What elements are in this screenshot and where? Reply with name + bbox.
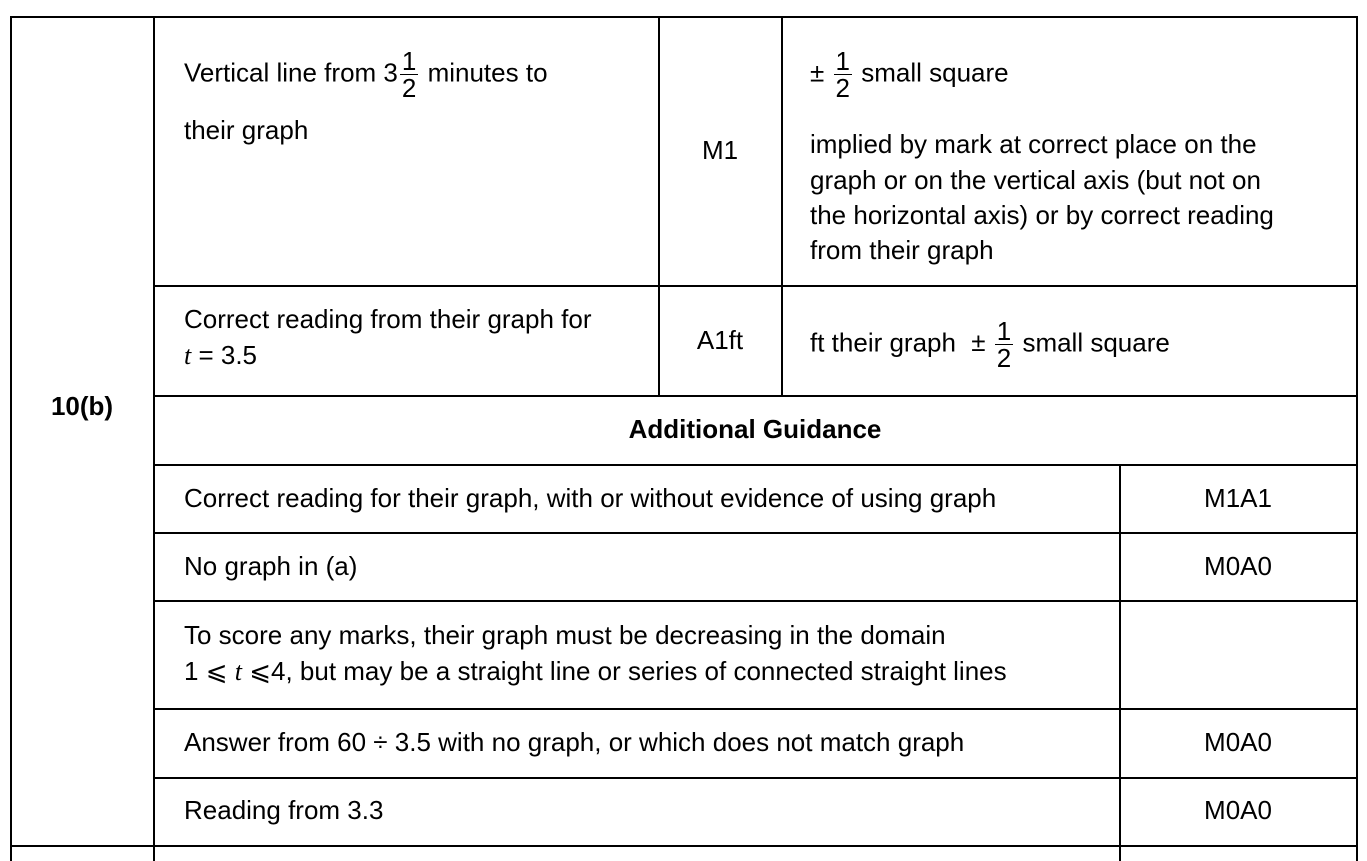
row-divider-6	[153, 708, 1357, 710]
guidance-text-5: Reading from 3.3	[184, 795, 384, 825]
guidance-mark-1: M1A1	[1204, 483, 1272, 513]
table-border-left	[10, 16, 12, 861]
row1-comment-text-4: from their graph	[810, 235, 994, 265]
table-border-top	[10, 16, 1357, 18]
row2-answer-line2: t = 3.5	[184, 340, 258, 370]
guidance-text-3-line2: 1 ⩽ t ⩽4, but may be a straight line or series of connected straight lines	[184, 656, 1007, 686]
row-divider-7	[153, 777, 1357, 779]
guidance-mark-4: M0A0	[1204, 727, 1272, 757]
row1-comment-text-1: implied by mark at correct place on the	[810, 129, 1257, 159]
guidance-mark-5: M0A0	[1204, 795, 1272, 825]
guidance-mark-2: M0A0	[1204, 551, 1272, 581]
guidance-text-3-line1: To score any marks, their graph must be decreasing in the domain	[184, 620, 946, 650]
row1-comment-text-2: graph or on the vertical axis (but not on	[810, 165, 1261, 195]
row-divider-5	[153, 600, 1357, 602]
row1-comment-text-3: the horizontal axis) or by correct reading	[810, 200, 1274, 230]
question-ref: 10(b)	[50, 391, 114, 421]
row1-comment-line1: ± $\frac{1}{2}$ small square	[810, 46, 1009, 103]
row1-mark: M1	[701, 135, 739, 165]
guidance-text-2: No graph in (a)	[184, 551, 358, 581]
row2-comment: ft their graph ± $\frac{1}{2}$ small square	[810, 316, 1170, 373]
table-border-bottom	[10, 845, 1357, 847]
column-divider-comment	[781, 16, 783, 396]
fraction-half: $\frac{1}{2}$	[996, 316, 1012, 373]
guidance-text-4: Answer from 60 ÷ 3.5 with no graph, or which does not match graph	[184, 727, 965, 757]
row2-answer-line1: Correct reading from their graph for	[184, 304, 592, 334]
row-divider-1	[153, 285, 1357, 287]
row-divider-4	[153, 532, 1357, 534]
fraction-half: $\frac{1}{2}$	[401, 46, 417, 103]
fraction-half: $\frac{1}{2}$	[835, 46, 850, 103]
row2-mark: A1ft	[696, 325, 744, 355]
guidance-title: Additional Guidance	[628, 414, 882, 444]
variable-t: t	[234, 657, 242, 686]
row1-answer-line2: their graph	[184, 115, 309, 145]
table-border-right	[1356, 16, 1358, 861]
row-divider-3	[153, 464, 1357, 466]
variable-t: t	[184, 341, 192, 370]
guidance-text-1: Correct reading for their graph, with or without evidence of using graph	[184, 483, 997, 513]
row-divider-2	[153, 395, 1357, 397]
row1-answer-line1: Vertical line from 3 $\frac{1}{2}$ minutes to	[184, 46, 548, 103]
